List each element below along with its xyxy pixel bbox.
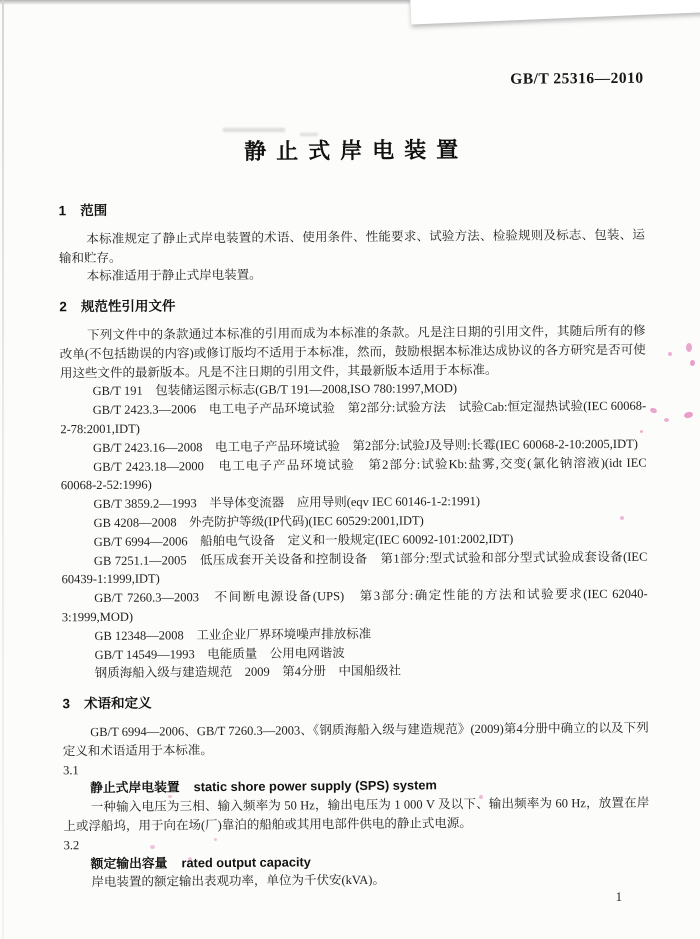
section-3-number: 3: [62, 696, 71, 712]
term-3-2-zh: 额定输出容量: [90, 854, 168, 871]
reference-item: GB/T 6994—2006 船舶电气设备 定义和一般规定(IEC 60092-101:2002,IDT): [93, 531, 514, 549]
scan-pink-mark: [664, 418, 669, 422]
reference-item: GB/T 2423.16—2008 电工电子产品环境试验 第2部分:试验J及导则:长霉(IEC 60068-2-10:2005,IDT): [92, 436, 638, 455]
scan-pink-mark: [686, 343, 692, 352]
reference-item: GB/T 2423.18—2000 电工电子产品环境试验 第2部分:试验Kb:盐雾,交变(氯化钠溶液)(idt IEC 60068-2-52:1996): [60, 455, 647, 493]
term-3-1-en: static shore power supply (SPS) system: [193, 777, 437, 795]
section-1-number: 1: [58, 203, 67, 219]
section-1-paragraph: 本标准规定了静止式岸电装置的术语、使用条件、性能要求、试验方法、检验规则及标志、包装、运输和贮存。: [58, 227, 645, 265]
reference-item: GB/T 7260.3—2003 不间断电源设备(UPS) 第3部分:确定性能的方法和试验要求(IEC 62040-3:1999,MOD): [61, 586, 648, 625]
standard-code: GB/T 25316—2010: [510, 69, 644, 88]
section-2-heading: [59, 294, 645, 317]
section-3-title: 术语和定义: [83, 695, 152, 712]
page-content: [57, 0, 650, 909]
section-3-intro: GB/T 6994—2006、GB/T 7260.3—2003、《钢质海船入级与建造规范》(2009)第4分册中确立的以及下列定义和术语适用于本标准。: [62, 720, 649, 758]
reference-item: GB 12348—2008 工业企业厂界环境噪声排放标准: [94, 626, 372, 643]
section-2-intro: 下列文件中的条款通过本标准的引用而成为本标准的条款。凡是注日期的引用文件，其随后所有的修改单(不包括勘误的内容)或修订版均不适用于本标准，然而，鼓励根据本标准达成协议的各方研究是否可使用这些文件的最新版本。凡是不注日期的引用文件，其最新版本适用于本标准。: [59, 323, 646, 380]
section-3-heading: [62, 691, 648, 714]
reference-item: GB 7251.1—2005 低压成套开关设备和控制设备 第1部分:型式试验和部分型式试验成套设备(IEC 60439-1:1999,IDT): [61, 549, 648, 587]
section-1-paragraph: 本标准适用于静止式岸电装置。: [86, 268, 262, 284]
term-3-2-label: 3.2: [63, 837, 80, 852]
term-3-1-zh: 静止式岸电装置: [89, 779, 180, 796]
section-1-title: 范围: [80, 202, 108, 219]
reference-item: GB 4208—2008 外壳防护等级(IP代码)(IEC 60529:2001,IDT): [93, 513, 424, 530]
reference-item: GB/T 2423.3—2006 电工电子产品环境试验 第2部分:试验方法 试验Cab:恒定湿热试验(IEC 60068-2-78:2001,IDT): [60, 398, 647, 437]
term-3-2-definition: 岸电装置的额定输出表观功率，单位为千伏安(kVA)。: [91, 873, 385, 890]
term-3-1-definition: 一种输入电压为三相、输入频率为 50 Hz，输出电压为 1 000 V 及以下、输出频率为 60 Hz，放置在岸上或浮船坞，用于向在场(厂)靠泊的船舶或其用电部件供电的静止式电源。: [63, 795, 650, 834]
scan-pink-mark: [690, 360, 695, 366]
scan-pink-mark: [649, 407, 657, 414]
section-2-title: 规范性引用文件: [80, 298, 176, 315]
reference-item: GB/T 3859.2—1993 半导体变流器 应用导则(eqv IEC 60146-1-2:1991): [93, 494, 481, 512]
reference-item: GB/T 14549—1993 电能质量 公用电网谐波: [94, 645, 345, 662]
scan-pink-mark: [668, 352, 672, 356]
page-title: 静止式岸电装置: [244, 137, 469, 164]
page-number: 1: [615, 888, 623, 905]
term-3-2-en: rated output capacity: [181, 853, 311, 870]
section-1-heading: [59, 198, 645, 221]
scan-pink-mark: [683, 411, 693, 419]
reference-item: GB/T 191 包装储运图示标志(GB/T 191—2008,ISO 780:1997,MOD): [92, 381, 458, 399]
section-2-number: 2: [59, 299, 67, 315]
reference-item: 钢质海船入级与建造规范 2009 第4分册 中国船级社: [94, 663, 402, 681]
term-3-1-label: 3.1: [62, 762, 79, 777]
scan-left-edge-line: [2, 0, 4, 939]
